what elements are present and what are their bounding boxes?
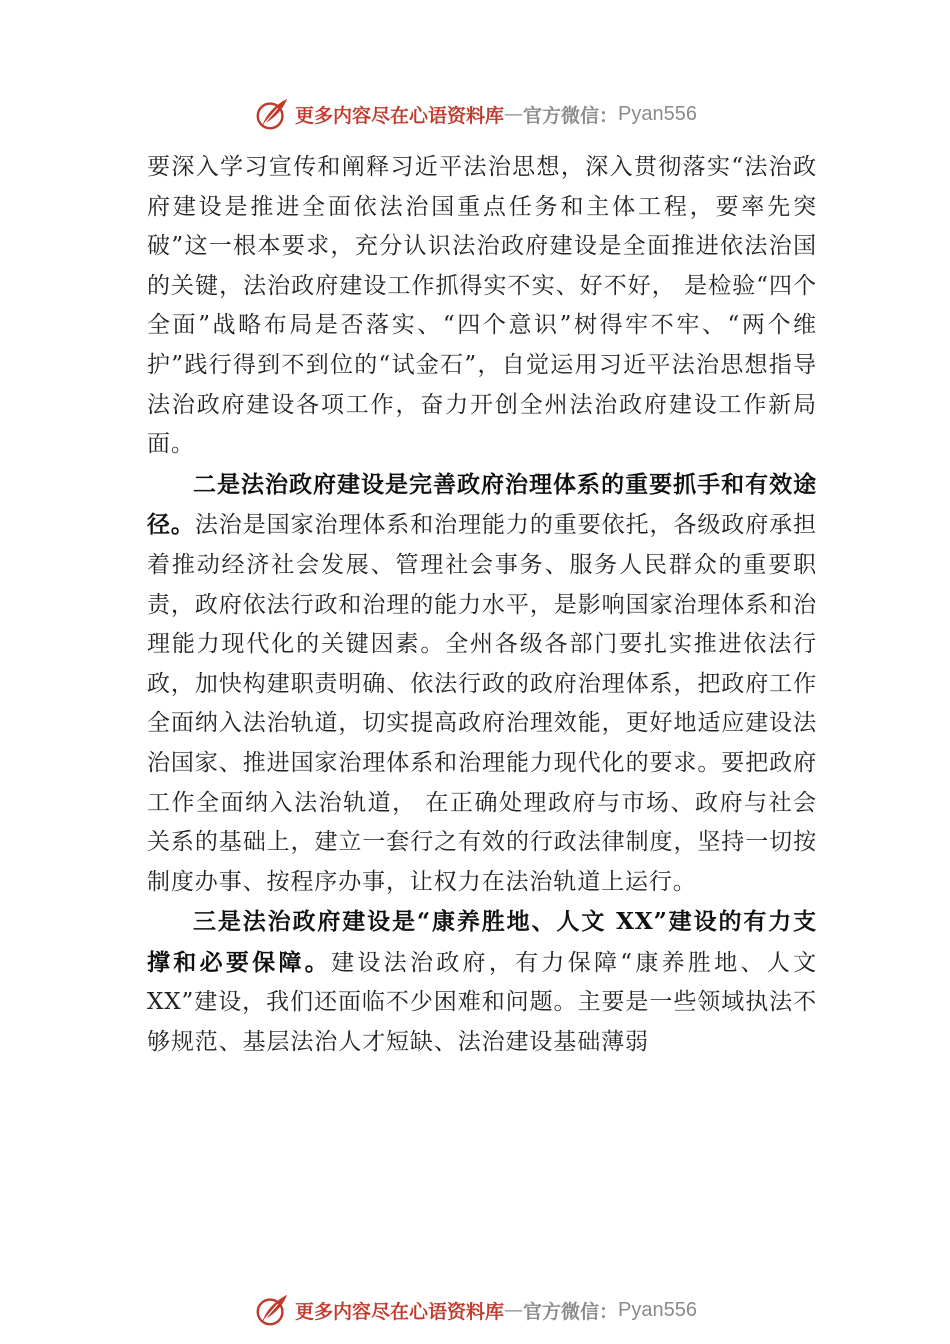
paragraph-3-text: 建设法治政府，有力保障“康养胜地、人文 XX”建设，我们还面临不少困难和问题。主要是一些领域执法不够规范、基层法治人才短缺、法治建设基础薄弱 (147, 949, 817, 1056)
footer-banner (0, 1288, 950, 1332)
banner-separator: — (504, 103, 524, 125)
paragraph-1 (147, 148, 817, 465)
promo-text: 更多内容尽在心语资料库 (295, 1300, 505, 1323)
banner-separator: — (504, 1299, 524, 1321)
header-banner (0, 92, 950, 136)
official-wechat-label: 官方微信： (523, 1300, 619, 1323)
paragraph-2-text: 法治是国家治理体系和治理能力的重要依托，各级政府承担着推动经济社会发展、管理社会事务、服务人民群众的重要职责，政府依法行政和治理的能力水平，是影响国家治理体系和治理能力现代化的关键因素。全州各级各部门要扎实推进依法行政，加快构建职责明确、依法行政的政府治理体系，把政府工作全面纳入法治轨道，切实提高政府治理效能，更好地适应建设法治国家、推进国家治理体系和治理能力现代化的要求。要把政府工作全面纳入法治轨道， 在正确处理政府与市场、政府与社会关系的基础上，建立一套行之有效的行政法律制度，坚持一切按制度办事、按程序办事，让权力在法治轨道上运行。 (147, 512, 817, 895)
paragraph-3 (147, 902, 817, 1062)
paragraph-2 (147, 465, 817, 903)
paragraph-1-text: 要深入学习宣传和阐释习近平法治思想，深入贯彻落实“法治政府建设是推进全面依法治国重点任务和主体工程，要率先突破”这一根本要求，充分认识法治政府建设是全面推进依法治国的关键，法治政府建设工作抓得实不实、好不好， 是检验“四个全面”战略布局是否落实、“四个意识”树得牢不牢、“两个维护”践行得到不到位的“试金石”，自觉运用习近平法治思想指导法治政府建设各项工作，奋力开创全州法治政府建设工作新局面。 (147, 154, 817, 458)
paragraph-2-heading: 二是法治政府建设是完善政府治理体系的重要抓手和有效途径。 (147, 470, 817, 539)
paragraph-3-heading: 三是法治政府建设是“康养胜地、人文 XX”建设的有力支撑和必要保障。 (147, 908, 817, 976)
document-body (147, 148, 817, 1063)
wechat-id: Pyan556 (618, 102, 697, 125)
feather-quill-logo-icon (253, 95, 291, 133)
wechat-id: Pyan556 (618, 1298, 697, 1321)
promo-text: 更多内容尽在心语资料库 (295, 104, 505, 127)
official-wechat-label: 官方微信： (523, 104, 619, 127)
feather-quill-logo-icon (253, 1291, 291, 1329)
